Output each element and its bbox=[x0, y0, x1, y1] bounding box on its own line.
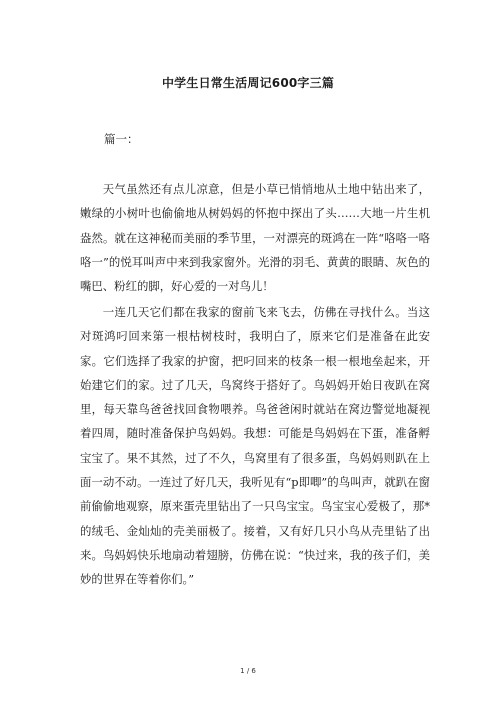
page-indicator: 1 / 6 bbox=[240, 667, 256, 675]
section-label: 篇一： bbox=[104, 132, 139, 146]
paragraph-1: 天气虽然还有点儿凉意，但是小草已悄悄地从土地中钻出来了，嫩绿的小树叶也偷偷地从树妈妈的怀抱中探出了头……大地一片生机盎然。就在这神秘而美丽的季节里，一对漂亮的斑鸿在一阵“咯咯一咯咯一”的悦耳叫声中来到我家窗外。光滑的羽毛、黄黄的眼睛、灰色的嘴巴、粉红的脚，好心爱的一对鸟儿！ bbox=[80, 182, 430, 294]
paragraph-2: 一连几天它们都在我家的窗前飞来飞去，仿佛在寻找什么。当这对斑鸿叼回来第一根枯树枝时，我明白了，原来它们是准备在此安家。它们选择了我家的护窗，把叼回来的枝条一根一根地垒起来，开始建它们的家。过了几天，鸟窝终于搭好了。鸟妈妈开始日夜趴在窝里，每天靠鸟爸爸找回食物喂养。鸟爸爸闲时就站在窝边警觉地凝视着四周，随时准备保护鸟妈妈。我想：可能是鸟妈妈在下蛋，准备孵宝宝了。果不其然，过了不久，鸟窝里有了很多蛋，鸟妈妈则趴在上面一动不动。一连过了好几天，我听见有“p即唧”的鸟叫声，就趴在窗前偷偷地观察，原来蛋壳里钻出了一只鸟宝宝。鸟宝宝心爱极了，那*的绒毛、金灿灿的壳美丽极了。接着，又有好几只小鸟从壳里钻了出来。鸟妈妈快乐地扇动着翅膀，仿佛在说：“快过来，我的孩子们，美妙的世界在等着你们。” bbox=[80, 305, 430, 587]
document-title: 中学生日常生活周记600字三篇 bbox=[161, 76, 335, 90]
